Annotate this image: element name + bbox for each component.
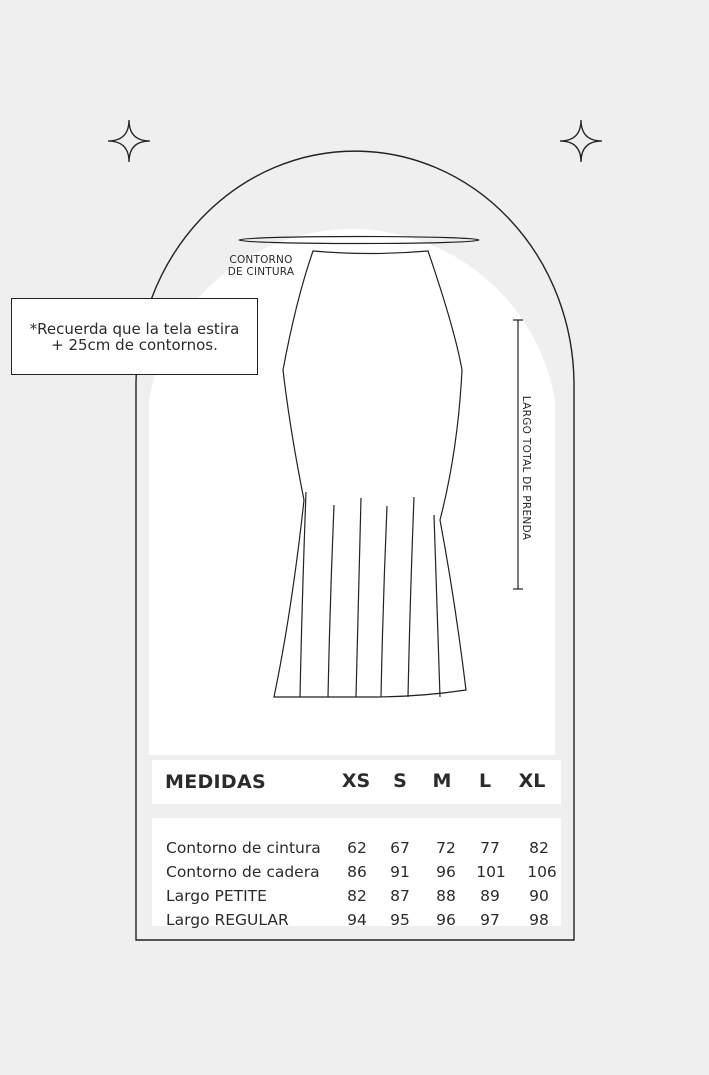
row-value: 96 [436,863,456,881]
size-xs: XS [341,770,371,792]
size-m: M [432,770,452,792]
row-value: 98 [529,911,549,929]
row-label: Contorno de cintura [166,839,321,857]
row-value: 97 [480,911,500,929]
size-s: S [393,770,407,792]
table-title: MEDIDAS [165,771,266,793]
row-label: Largo PETITE [166,887,267,905]
row-value: 90 [529,887,549,905]
row-value: 94 [347,911,367,929]
row-label: Largo REGULAR [166,911,289,929]
row-value: 89 [480,887,500,905]
total-length-label: LARGO TOTAL DE PRENDA [520,395,532,541]
size-xl: XL [518,770,546,792]
row-label: Contorno de cadera [166,863,320,881]
row-value: 67 [390,839,410,857]
row-value: 72 [436,839,456,857]
row-value: 82 [529,839,549,857]
waist-label-line1: CONTORNO [229,254,293,266]
row-value: 88 [436,887,456,905]
sparkle-icon [560,120,602,162]
waist-label [218,254,304,278]
row-value: 86 [347,863,367,881]
stretch-note: *Recuerda que la tela estira + 25cm de contornos. [11,298,258,375]
row-value: 91 [390,863,410,881]
size-l: L [478,770,492,792]
waist-label-line2: DE CINTURA [227,266,295,278]
row-value: 77 [480,839,500,857]
row-value: 82 [347,887,367,905]
row-value: 62 [347,839,367,857]
row-value: 96 [436,911,456,929]
row-value: 87 [390,887,410,905]
row-value: 101 [476,863,506,881]
sparkle-icon [108,120,150,162]
row-value: 95 [390,911,410,929]
row-value: 106 [527,863,557,881]
